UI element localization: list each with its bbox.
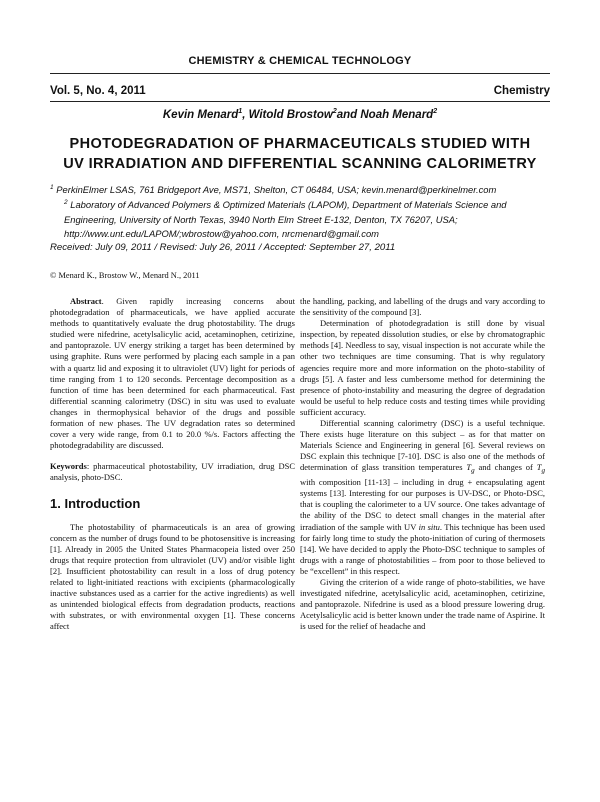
header-rule-bottom xyxy=(50,101,550,102)
affiliation-text: Laboratory of Advanced Polymers & Optimized Materials (LAPOM), Department of Materials Science and Engineering, University of North Texas, 3940 North Elm Street E-132, Denton, TX 76207, USA; http://www.unt.edu/LAPOM/;wbrostow@yahoo.com, nrcmenard@gmail.com xyxy=(64,199,507,240)
author-affiliation-mark: 1 xyxy=(238,108,243,115)
keywords-label: Keywords xyxy=(50,461,87,472)
left-column xyxy=(50,296,295,632)
symbol-subscript: g xyxy=(471,467,475,476)
author-name: Noah Menard xyxy=(360,108,434,121)
symbol-subscript: g xyxy=(541,467,545,476)
affiliation-mark: 2 xyxy=(64,199,68,206)
author-list xyxy=(0,108,600,121)
affiliation-mark: 1 xyxy=(50,184,54,191)
body-paragraph: Determination of photodegradation is still done by visual inspection, by repeated dissolution studies, or else by chromatographic methods [4]. Needless to say, visual inspection is not accurate while the other two techniques are time consuming. That is why regulatory agencies require more and more information on the photo-stability of drugs [5]. A faster and less cumbersome method for determining the presence of photo-instability and measuring the degree of degradation would be useful to help reduce costs and testing times while providing sufficient accuracy. xyxy=(300,318,545,417)
body-paragraph-dsc xyxy=(300,418,545,577)
symbol-tg xyxy=(536,462,545,476)
paper-title xyxy=(50,134,550,174)
journal-name: CHEMISTRY & CHEMICAL TECHNOLOGY xyxy=(188,55,412,67)
body-text: with composition [11-13] – including in drug + encapsulating agent systems [13]. Interesting for our purposes is UV-DSC, or Photo-DSC, that is coupling the calorimeter to a UV source. One takes advantage of the ability of the DSC to detect small changes in the material after irradiation of the sample with UV xyxy=(300,477,545,532)
keywords-text: : pharmaceutical photostability, UV irradiation, drug DSC analysis, photo-DSC. xyxy=(50,461,295,483)
paper-title-line: PHOTODEGRADATION OF PHARMACEUTICALS STUDIED WITH xyxy=(69,136,531,152)
author-separator: , xyxy=(242,108,249,121)
affiliation-text: PerkinElmer LSAS, 761 Bridgeport Ave, MS71, Shelton, CT 06484, USA; kevin.menard@perkinelmer.com xyxy=(53,184,497,196)
author-affiliation-mark: 2 xyxy=(433,108,438,115)
author-name: Witold Brostow xyxy=(248,108,333,121)
body-text: and changes of xyxy=(474,462,537,473)
body-text: Differential scanning calorimetry (DSC) is a useful technique. There exists huge literature on this subject – as for that matter on Materials Science and Engineering in general [6]. Several reviews on DSC explain this technique [7-10]. DSC is also one of the methods of determination of glass transition temperatures xyxy=(300,418,545,473)
body-text: . This technique has been used for fairly long time to study the photo-initiation of curing of thermosets [14]. We have decided to apply the Photo-DSC technique to samples of drugs with a range of photostabilities – from poor to those believed to be “excellent” in this respect. xyxy=(300,521,545,576)
volume-info: Vol. 5, No. 4, 2011 xyxy=(50,85,146,97)
spacer xyxy=(50,451,295,461)
italic-term: in situ xyxy=(418,521,440,532)
body-paragraph: the handling, packing, and labelling of the drugs and vary according to the sensitivity of the compound [3]. xyxy=(300,296,545,318)
right-column xyxy=(300,296,545,633)
symbol-tg xyxy=(466,462,475,476)
subject-label: Chemistry xyxy=(493,85,550,97)
header-rule-top xyxy=(50,73,550,74)
symbol-t: T xyxy=(466,462,472,473)
keywords xyxy=(50,461,295,483)
author-separator: and xyxy=(336,108,361,121)
affiliation-2 xyxy=(50,196,550,242)
body-paragraph: Giving the criterion of a wide range of photo-stabilities, we have investigated nifedrine, acetylsalicylic acid, acetaminophen, cetirizine, and pantoprazole. Nifedrine is used as a blood pressure lowering drug. Acetylsalicylic acid is better known under the trade name of Aspirine. It is used for the relief of headache and xyxy=(300,577,546,632)
author-name: Kevin Menard xyxy=(162,108,239,121)
paper-title-line: UV IRRADIATION AND DIFFERENTIAL SCANNING CALORIMETRY xyxy=(63,156,537,172)
section-heading-introduction: 1. Introduction xyxy=(50,495,141,511)
abstract-label: Abstract xyxy=(70,296,102,306)
author-affiliation-mark: 2 xyxy=(332,108,337,115)
copyright-notice: © Menard K., Brostow W., Menard N., 2011 xyxy=(50,271,200,280)
abstract xyxy=(50,296,295,451)
submission-dates: Received: July 09, 2011 / Revised: July 26, 2011 / Accepted: September 27, 2011 xyxy=(50,242,396,253)
symbol-t: T xyxy=(536,462,542,473)
intro-paragraph: The photostability of pharmaceuticals is an area of growing concern as the number of drugs found to be photosensitive is increasing [1]. Already in 2005 the United States Pharmacopeia listed over 250 drugs that require protection from ultraviolet (UV) and/or visible light [2]. Insufficient photostability can result in a loss of drug potency related to light-initiated reactions with excipients (pharmacologically inactive substances used as a carrier for the active ingredients) as well as unintended biological effects from degradation products, reactions with substrates, or with environmental oxygen [1]. These concerns affect xyxy=(50,521,295,632)
abstract-text: . Given rapidly increasing concerns about photodegradation of pharmaceuticals, we have applied accurate methods to quantitatively evaluate the drug photostability. The drugs studied were nifedrine, acetylsalicylic acid, acetaminophen, cetirizine, and pantoprazole. UV energy striking a target has been determined by using graphite. Runs were performed by placing each sample in a pan with a quartz lid and exposing it to ultraviolet (UV) light for periods of time ranging from 1 to 120 seconds. Percentage decomposition as a function of time has been determined for each pharmaceutical. Fast differential scanning calorimetry (DSC) in situ was used to evaluate changes in thermophysical behavior of the drugs and possible formation of new phases. The UV degradation rates so determined cover a very wide range, from 0.1 to 20.0 %/s. Factors affecting the photodegradability are discussed. xyxy=(50,296,295,451)
